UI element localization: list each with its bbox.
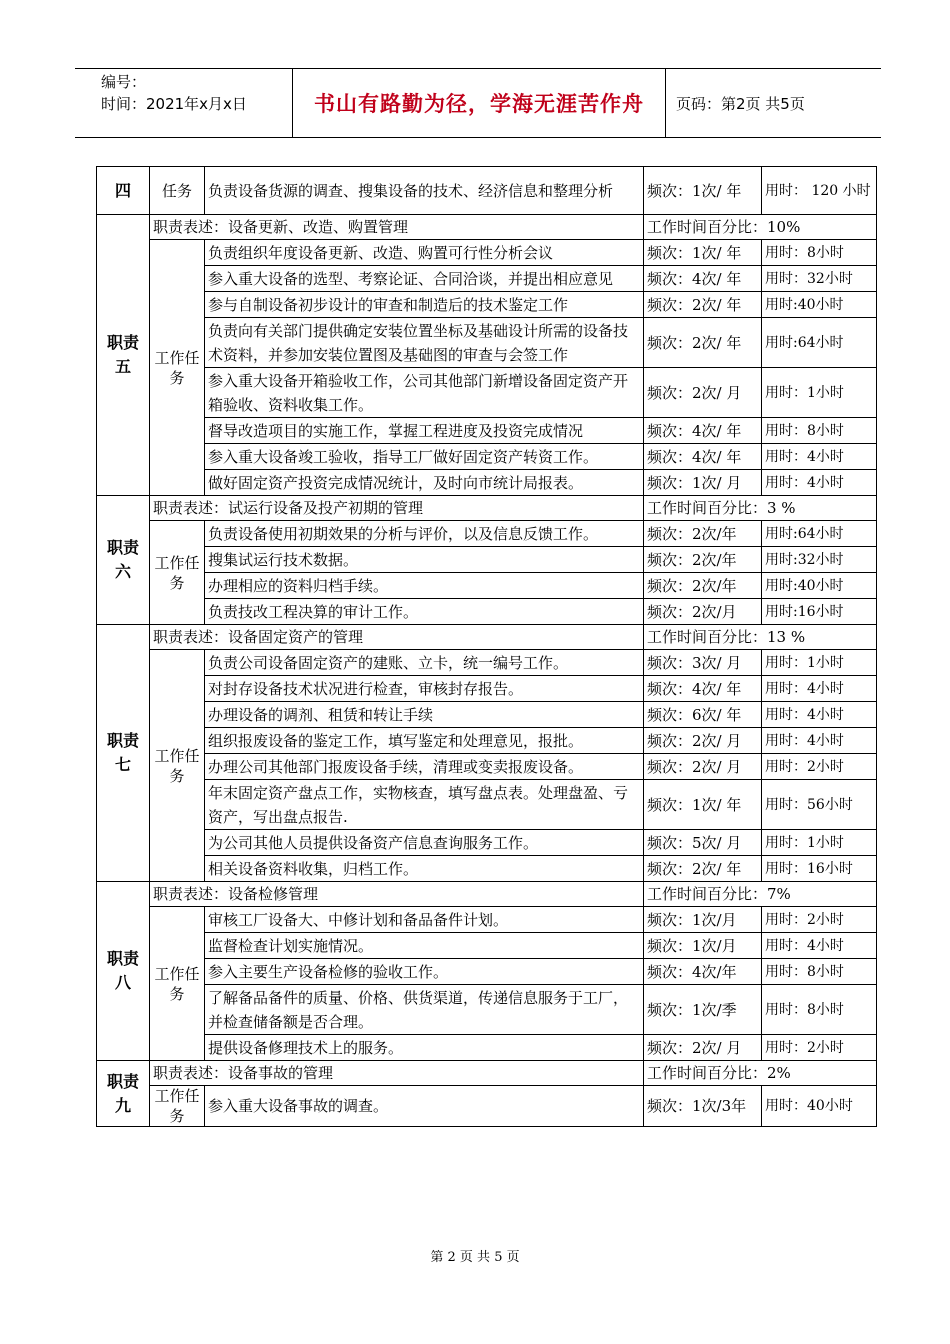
task-text: 审核工厂设备大、中修计划和备品备件计划。 xyxy=(205,907,644,933)
task-text: 参入主要生产设备检修的验收工作。 xyxy=(205,959,644,985)
task-time: 用时：4小时 xyxy=(762,728,877,754)
task-row xyxy=(97,650,877,676)
task-row xyxy=(97,521,877,547)
task-row xyxy=(97,318,877,368)
task-time: 用时：8小时 xyxy=(762,240,877,266)
task-frequency: 频次：4次/ 年 xyxy=(644,444,762,470)
task-time: 用时：2小时 xyxy=(762,754,877,780)
task-frequency: 频次：4次/ 年 xyxy=(644,676,762,702)
task-text: 提供设备修理技术上的服务。 xyxy=(205,1035,644,1061)
task-text: 监督检查计划实施情况。 xyxy=(205,933,644,959)
task-row xyxy=(97,830,877,856)
task-sublabel: 工作任务 xyxy=(150,907,205,1061)
task-text: 参入重大设备事故的调查。 xyxy=(205,1086,644,1127)
task-row xyxy=(97,167,877,215)
task-time: 用时： 120 小时 xyxy=(762,167,877,215)
task-time: 用时:64小时 xyxy=(762,318,877,368)
task-row xyxy=(97,368,877,418)
task-row xyxy=(97,266,877,292)
duty-description xyxy=(150,625,644,650)
duty-label: 四 xyxy=(97,167,150,215)
task-row xyxy=(97,728,877,754)
work-time-percentage: 工作时间百分比：3 % xyxy=(644,496,877,521)
task-text: 办理公司其他部门报废设备手续，清理或变卖报废设备。 xyxy=(205,754,644,780)
time-label: 时间：2021年x月x日 xyxy=(101,95,247,113)
task-row xyxy=(97,240,877,266)
page-header xyxy=(75,68,881,138)
page-footer: 第 2 页 共 5 页 xyxy=(430,1250,520,1265)
task-text: 办理设备的调剂、租赁和转让手续 xyxy=(205,702,644,728)
task-row xyxy=(97,856,877,882)
duty-description xyxy=(150,882,644,907)
task-frequency: 频次：1次/3年 xyxy=(644,1086,762,1127)
task-time: 用时：1小时 xyxy=(762,368,877,418)
task-frequency: 频次：2次/年 xyxy=(644,547,762,573)
task-sublabel: 任务 xyxy=(150,167,205,215)
task-text: 相关设备资料收集，归档工作。 xyxy=(205,856,644,882)
task-text: 办理相应的资料归档手续。 xyxy=(205,573,644,599)
duty-description-label: 职责表述： xyxy=(153,1064,229,1082)
work-time-percentage: 工作时间百分比：7% xyxy=(644,882,877,907)
duty-label: 职责七 xyxy=(97,625,150,882)
task-text: 为公司其他人员提供设备资产信息查询服务工作。 xyxy=(205,830,644,856)
task-time: 用时：4小时 xyxy=(762,470,877,496)
header-page-number: 页码：第2页 共5页 xyxy=(676,94,805,113)
duty-description-text: 设备固定资产的管理 xyxy=(228,628,364,646)
duty-description xyxy=(150,1061,644,1086)
task-frequency: 频次：2次/ 年 xyxy=(644,292,762,318)
task-frequency: 频次：4次/年 xyxy=(644,959,762,985)
task-time: 用时：1小时 xyxy=(762,650,877,676)
task-sublabel: 工作任务 xyxy=(150,240,205,496)
task-time: 用时：2小时 xyxy=(762,1035,877,1061)
task-row xyxy=(97,676,877,702)
task-frequency: 频次：1次/月 xyxy=(644,907,762,933)
task-frequency: 频次：2次/ 月 xyxy=(644,754,762,780)
duty-description-text: 设备更新、改造、购置管理 xyxy=(228,218,409,236)
task-text: 负责技改工程决算的审计工作。 xyxy=(205,599,644,625)
duty-desc-row xyxy=(97,625,877,650)
task-time: 用时：4小时 xyxy=(762,933,877,959)
work-time-percentage: 工作时间百分比：13 % xyxy=(644,625,877,650)
task-time: 用时：2小时 xyxy=(762,907,877,933)
task-frequency: 频次：3次/ 月 xyxy=(644,650,762,676)
task-frequency: 频次：2次/月 xyxy=(644,599,762,625)
task-sublabel: 工作任务 xyxy=(150,521,205,625)
task-row xyxy=(97,985,877,1035)
duty-description-label: 职责表述： xyxy=(153,885,229,903)
task-time: 用时：1小时 xyxy=(762,830,877,856)
task-text: 负责设备使用初期效果的分析与评价，以及信息反馈工作。 xyxy=(205,521,644,547)
task-frequency: 频次：4次/ 年 xyxy=(644,418,762,444)
task-frequency: 频次：6次/ 年 xyxy=(644,702,762,728)
task-text: 负责公司设备固定资产的建账、立卡，统一编号工作。 xyxy=(205,650,644,676)
task-frequency: 频次：1次/ 年 xyxy=(644,167,762,215)
duty-label: 职责五 xyxy=(97,215,150,496)
task-row xyxy=(97,573,877,599)
duty-description-label: 职责表述： xyxy=(153,499,229,517)
task-frequency: 频次：2次/ 月 xyxy=(644,1035,762,1061)
task-text: 年末固定资产盘点工作，实物核查，填写盘点表。处理盘盈、亏资产，写出盘点报告. xyxy=(205,780,644,830)
work-time-percentage: 工作时间百分比：10% xyxy=(644,215,877,240)
task-time: 用时：8小时 xyxy=(762,985,877,1035)
duty-desc-row xyxy=(97,215,877,240)
task-time: 用时：4小时 xyxy=(762,702,877,728)
duty-description xyxy=(150,215,644,240)
duty-label: 职责八 xyxy=(97,882,150,1061)
code-label: 编号： xyxy=(101,73,147,91)
task-row xyxy=(97,444,877,470)
task-time: 用时:64小时 xyxy=(762,521,877,547)
task-time: 用时:40小时 xyxy=(762,292,877,318)
task-row xyxy=(97,907,877,933)
task-row xyxy=(97,1035,877,1061)
duty-description-text: 设备事故的管理 xyxy=(228,1064,334,1082)
task-row xyxy=(97,933,877,959)
task-time: 用时:32小时 xyxy=(762,547,877,573)
duty-desc-row xyxy=(97,496,877,521)
header-motto: 书山有路勤为径，学海无涯苦作舟 xyxy=(293,69,666,137)
task-row xyxy=(97,470,877,496)
task-text: 参入重大设备开箱验收工作，公司其他部门新增设备固定资产开箱验收、资料收集工作。 xyxy=(205,368,644,418)
task-row xyxy=(97,599,877,625)
task-text: 负责向有关部门提供确定安装位置坐标及基础设计所需的设备技术资料，并参加安装位置图及基础图的审查与会签工作 xyxy=(205,318,644,368)
task-time: 用时：40小时 xyxy=(762,1086,877,1127)
task-frequency: 频次：2次/ 年 xyxy=(644,318,762,368)
task-time: 用时：8小时 xyxy=(762,418,877,444)
task-row xyxy=(97,702,877,728)
task-sublabel: 工作任务 xyxy=(150,1086,205,1127)
duty-description-label: 职责表述： xyxy=(153,628,229,646)
work-time-percentage: 工作时间百分比：2% xyxy=(644,1061,877,1086)
header-meta xyxy=(75,69,293,137)
task-time: 用时：56小时 xyxy=(762,780,877,830)
task-text: 了解备品备件的质量、价格、供货渠道，传递信息服务于工厂，并检查储备额是否合理。 xyxy=(205,985,644,1035)
duty-description-label: 职责表述： xyxy=(153,218,229,236)
task-time: 用时:16小时 xyxy=(762,599,877,625)
task-time: 用时:40小时 xyxy=(762,573,877,599)
duty-label: 职责六 xyxy=(97,496,150,625)
task-time: 用时：16小时 xyxy=(762,856,877,882)
task-row xyxy=(97,1086,877,1127)
task-frequency: 频次：2次/ 月 xyxy=(644,728,762,754)
task-row xyxy=(97,754,877,780)
task-text: 参入重大设备的选型、考察论证、合同洽谈，并提出相应意见 xyxy=(205,266,644,292)
duty-table xyxy=(96,166,877,1127)
task-frequency: 频次：1次/季 xyxy=(644,985,762,1035)
task-frequency: 频次：2次/年 xyxy=(644,573,762,599)
task-text: 组织报废设备的鉴定工作，填写鉴定和处理意见，报批。 xyxy=(205,728,644,754)
task-text: 搜集试运行技术数据。 xyxy=(205,547,644,573)
task-row xyxy=(97,418,877,444)
task-frequency: 频次：1次/ 年 xyxy=(644,780,762,830)
task-frequency: 频次：5次/ 月 xyxy=(644,830,762,856)
task-time: 用时：32小时 xyxy=(762,266,877,292)
task-text: 做好固定资产投资完成情况统计，及时向市统计局报表。 xyxy=(205,470,644,496)
duty-desc-row xyxy=(97,882,877,907)
task-row xyxy=(97,780,877,830)
duty-description-text: 试运行设备及投产初期的管理 xyxy=(228,499,424,517)
task-text: 参与自制设备初步设计的审查和制造后的技术鉴定工作 xyxy=(205,292,644,318)
duty-desc-row xyxy=(97,1061,877,1086)
task-frequency: 频次：4次/ 年 xyxy=(644,266,762,292)
task-frequency: 频次：1次/ 月 xyxy=(644,470,762,496)
task-frequency: 频次：1次/ 年 xyxy=(644,240,762,266)
task-text: 督导改造项目的实施工作，掌握工程进度及投资完成情况 xyxy=(205,418,644,444)
task-text: 负责设备货源的调查、搜集设备的技术、经济信息和整理分析 xyxy=(205,167,644,215)
task-row xyxy=(97,547,877,573)
task-time: 用时：4小时 xyxy=(762,676,877,702)
task-frequency: 频次：2次/ 月 xyxy=(644,368,762,418)
task-text: 对封存设备技术状况进行检查，审核封存报告。 xyxy=(205,676,644,702)
task-frequency: 频次：1次/月 xyxy=(644,933,762,959)
duty-description-text: 设备检修管理 xyxy=(228,885,319,903)
task-text: 负责组织年度设备更新、改造、购置可行性分析会议 xyxy=(205,240,644,266)
task-text: 参入重大设备竣工验收，指导工厂做好固定资产转资工作。 xyxy=(205,444,644,470)
task-sublabel: 工作任务 xyxy=(150,650,205,882)
task-time: 用时：4小时 xyxy=(762,444,877,470)
task-frequency: 频次：2次/年 xyxy=(644,521,762,547)
task-time: 用时：8小时 xyxy=(762,959,877,985)
task-row xyxy=(97,959,877,985)
task-row xyxy=(97,292,877,318)
task-frequency: 频次：2次/ 年 xyxy=(644,856,762,882)
duty-label: 职责九 xyxy=(97,1061,150,1127)
duty-description xyxy=(150,496,644,521)
